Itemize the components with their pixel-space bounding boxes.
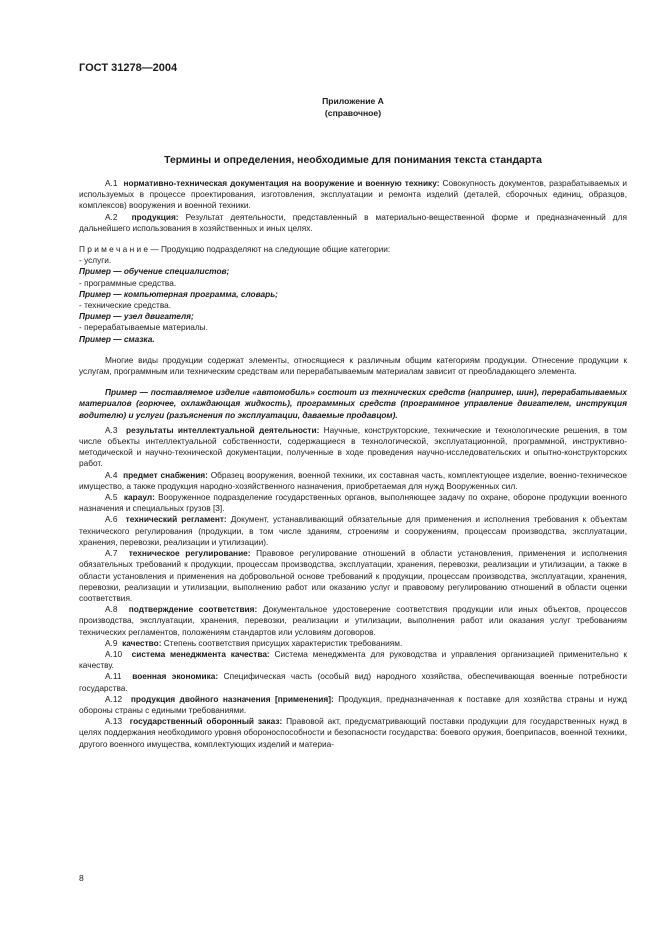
note-line: - программные средства. (79, 277, 177, 288)
term-number: А.12 (105, 693, 123, 704)
term-definition: Результат деятельности, представленный в материально-вещественной форме и предназначенный для дальнейшего использования в хозяйственных и иных целях. (79, 211, 627, 233)
term-number: А.7 (105, 548, 118, 559)
term-a5 (79, 492, 627, 514)
term-name: качество: (122, 637, 162, 648)
term-a1 (79, 178, 627, 212)
note-label: П р и м е ч а н и е — (79, 244, 161, 255)
term-number: А.9 (105, 637, 118, 648)
term-definition: Совокупность документов, разрабатываемых и используемых в процессе проектирования, изготовления, эксплуатации и ремонта изделий (деталей, сборочных единиц, образцов, комплексов) вооружения и военной техники. (79, 178, 628, 211)
annex-body (79, 178, 627, 750)
note-example: Пример — узел двигателя; (79, 311, 194, 322)
term-number: А.3 (105, 424, 118, 435)
term-definition: Документ, устанавливающий обязательные для применения и исполнения требования к объектам технического регулирования (продукции, в том числе зданиям, строениям и сооружениям, процессам производства, эксплуатации, хранения, перевозки, реализации и утилизации). (79, 514, 627, 547)
term-number: А.8 (105, 604, 118, 615)
term-number: А.10 (105, 648, 123, 659)
term-number: А.13 (105, 716, 123, 727)
term-a9 (79, 638, 627, 649)
term-name: нормативно-техническая документация на вооружение и военную технику: (123, 178, 440, 188)
term-number: А.1 (105, 178, 118, 188)
standard-code: ГОСТ 31278—2004 (79, 62, 178, 74)
term-a6 (79, 514, 627, 548)
term-number: А.6 (105, 514, 118, 525)
term-name: результаты интеллектуальной деятельности: (126, 424, 320, 435)
term-number: А.5 (105, 492, 118, 503)
term-a3 (79, 425, 627, 470)
term-a11 (79, 671, 627, 693)
term-name: государственный оборонный заказ: (129, 716, 283, 727)
term-definition: Правовой акт, предусматривающий поставки продукции для государственных нужд в целях поддержания необходимого уровня обороноспособности и безопасности государства: боевого оружия, боеприпасов, военной техники, другого военного имущества, комплектующих изделий и материа- (79, 716, 628, 749)
note-line: - технические средства. (79, 300, 172, 311)
term-definition: Продукция, предназначенная к поставке для хозяйства страны и нужд обороны страны с едиными требованиями. (79, 693, 627, 715)
term-a10 (79, 649, 627, 671)
term-number: А.11 (105, 671, 122, 682)
note-line: - услуги. (79, 255, 112, 266)
note-example: Пример — компьютерная программа, словарь; (79, 288, 278, 299)
annex-heading (79, 95, 627, 119)
note-block (79, 244, 627, 345)
annex-kind: (справочное) (324, 108, 382, 118)
term-a13 (79, 716, 627, 750)
term-name: военная экономика: (132, 671, 219, 682)
paragraph-categories: Многие виды продукции содержат элементы, относящиеся к различным общим категориям продукции. Отнесение продукции к услугам, программным или техническим средствам или перерабатываемым материалам зависит от преобладающего элемента. (79, 354, 627, 377)
paragraph-example: Пример — поставляемое изделие «автомобиль» состоит из технических средств (например, шин), перерабатываемых материалов (горючее, охлаждающая жидкость), программных средств (программное управление двигателем, инструкция водителю) и услуги (разъяснения по эксплуатации, даваемые продавцом). (79, 387, 627, 420)
term-number: А.2 (105, 211, 118, 222)
term-definition: Система менеджмента для руководства и управления организацией применительно к качеству. (79, 648, 627, 671)
term-definition: Научные, конструкторские, технические и технологические решения, в том числе объекты интеллектуальной собственности, содержащиеся в технологической, эксплуатационной, программной, инструктивно-методической и научно-технической документации, полученные в ходе проведения научно-исследовательских и опытно-конструкторских работ. (79, 424, 627, 469)
term-name: продукция: (131, 211, 179, 222)
term-name: система менеджмента качества: (131, 648, 270, 659)
annex-label: Приложение А (322, 96, 384, 106)
note-intro: Продукцию подразделяют на следующие общие категории: (160, 244, 391, 255)
page-number: 8 (79, 873, 84, 883)
note-example: Пример — обучение специалистов; (79, 266, 230, 277)
note-line: - перерабатываемые материалы. (79, 322, 208, 333)
term-name: технический регламент: (125, 514, 227, 525)
term-definition: Вооруженное подразделение государственных органов, выполняющее задачу по охране, обороне продукции военного назначения и специальных грузов [3]. (79, 492, 627, 514)
term-definition: Образец вооружения, военной техники, их составная часть, комплектующее изделие, военно-техническое имущество, а также продукция народно-хозяйственного назначения, приобретаемая для нужд Вооруженных сил. (79, 469, 627, 491)
term-name: техническое регулирование: (128, 548, 251, 559)
annex-title: Термины и определения, необходимые для понимания текста стандарта (164, 155, 542, 166)
term-name: продукция двойного назначения [применения]: (130, 693, 334, 704)
term-a7 (79, 548, 627, 604)
term-a4 (79, 470, 627, 492)
term-name: предмет снабжения: (123, 469, 208, 480)
term-definition: Документальное удостоверение соответствия продукции или иных объектов, процессов производства, эксплуатации, хранения, перевозки, реализации и утилизации, выполнения работ или оказания услуг требованиям технических регламентов, положениям стандартов или условиям договоров. (79, 604, 628, 637)
note-example: Пример — смазка. (79, 333, 155, 344)
term-definition: Правовое регулирование отношений в области установления, применения и исполнения обязательных требований к продукции, процессам производства, эксплуатации, хранения, перевозки, реализации и утилизации, а также в области установления и применения на добровольной основе требований к продукции, процессам производства, эксплуатации, хранения, перевозки, реализации и утилизации, выполнению работ или оказанию услуг и правовому регулированию отношений в области оценки соответствия. (79, 548, 627, 603)
term-a12 (79, 694, 627, 716)
term-definition: Специфическая часть (особый вид) народного хозяйства, обеспечивающая военные потребности государства. (79, 671, 627, 693)
term-definition: Степень соответствия присущих характеристик требованиям. (163, 637, 403, 648)
term-number: А.4 (105, 469, 118, 480)
term-name: караул: (123, 492, 155, 503)
term-name: подтверждение соответствия: (128, 604, 258, 615)
term-a2 (79, 212, 627, 234)
term-a8 (79, 604, 627, 638)
